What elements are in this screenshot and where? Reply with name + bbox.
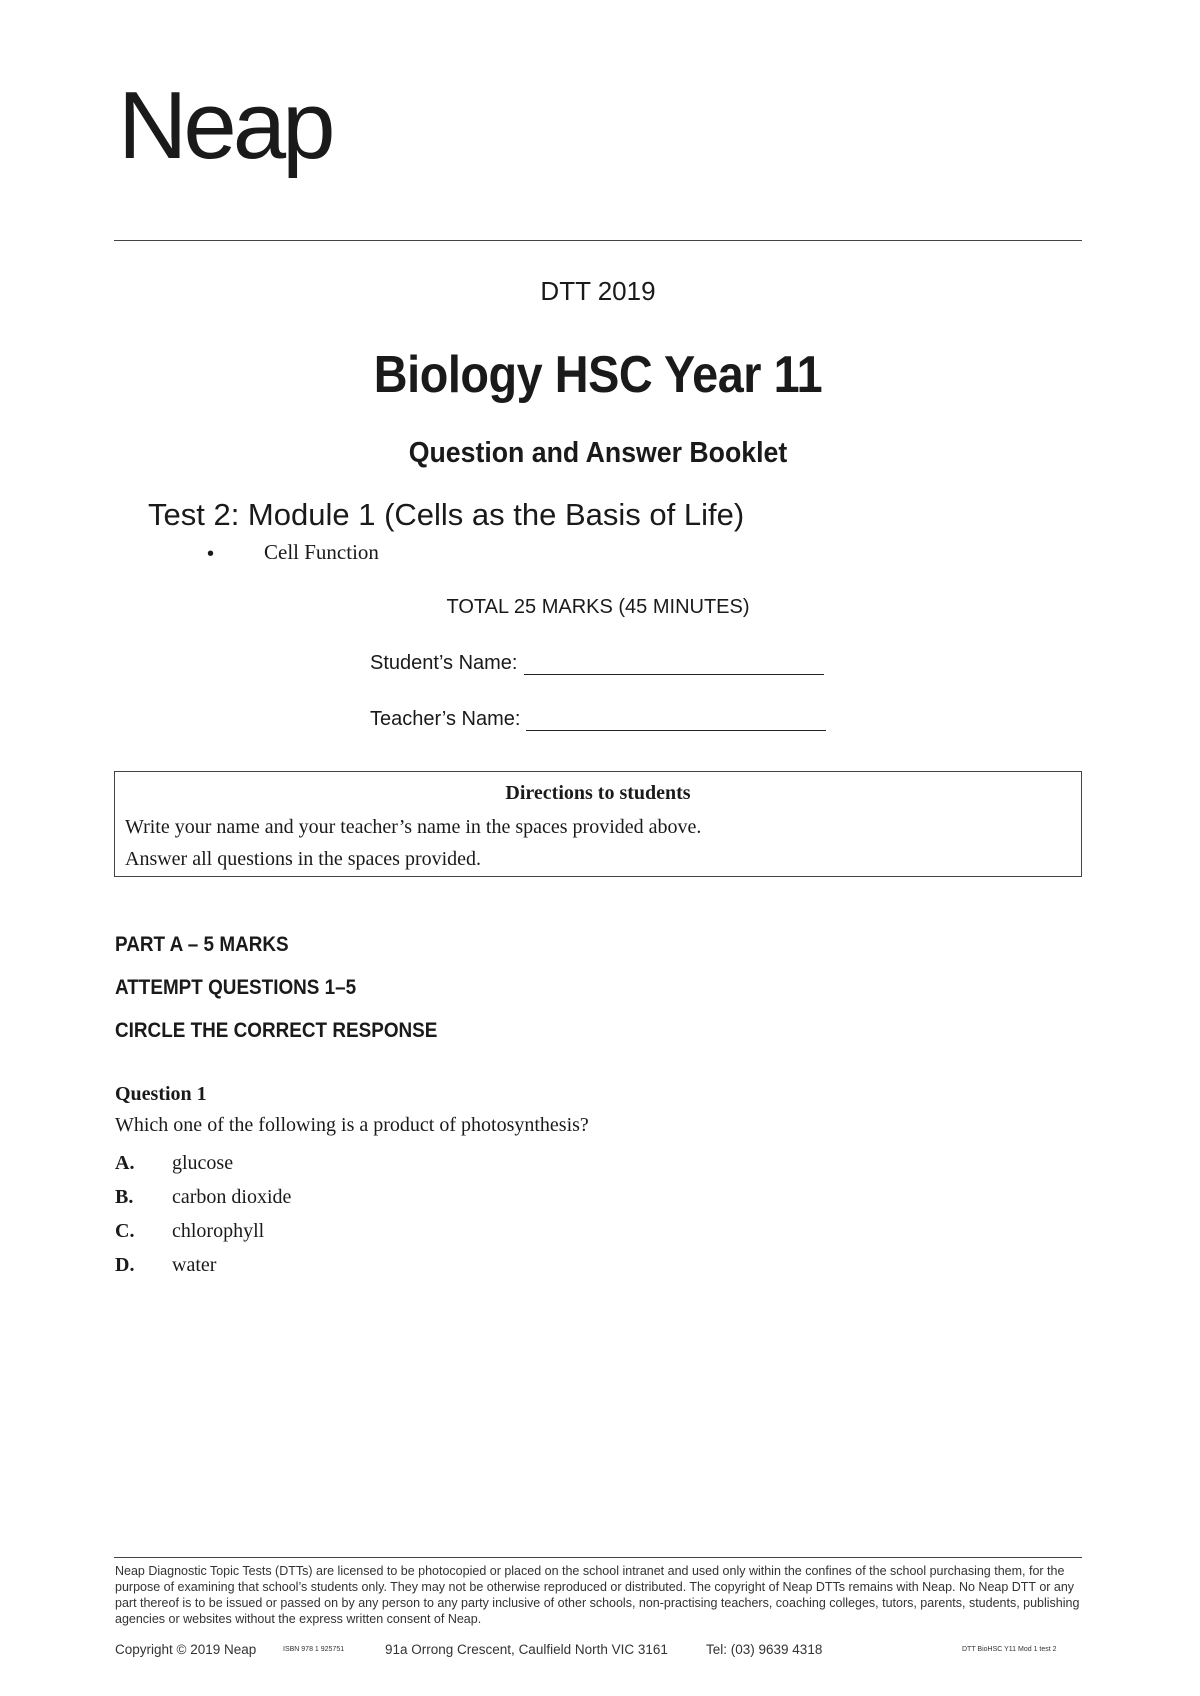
option-b[interactable]: carbon dioxide bbox=[172, 1186, 292, 1208]
attempt-instruction: ATTEMPT QUESTIONS 1–5 bbox=[115, 976, 357, 999]
isbn: ISBN 978 1 925751 bbox=[283, 1646, 345, 1653]
option-letter-c: C. bbox=[115, 1220, 135, 1242]
student-name-field[interactable] bbox=[524, 654, 824, 675]
option-letter-b: B. bbox=[115, 1186, 134, 1208]
address: 91a Orrong Crescent, Caulfield North VIC 3161 bbox=[385, 1642, 668, 1657]
phone: Tel: (03) 9639 4318 bbox=[706, 1642, 823, 1657]
directions-title: Directions to students bbox=[505, 782, 691, 804]
teacher-name-row bbox=[370, 708, 826, 731]
option-letter-a: A. bbox=[115, 1152, 135, 1174]
bullet-icon: • bbox=[207, 543, 215, 565]
page-title: Biology HSC Year 11 bbox=[373, 346, 823, 404]
total-marks: TOTAL 25 MARKS (45 MINUTES) bbox=[446, 596, 750, 618]
student-name-label: Student’s Name: bbox=[370, 652, 518, 674]
circle-instruction: CIRCLE THE CORRECT RESPONSE bbox=[115, 1019, 438, 1042]
directions-line: Write your name and your teacher’s name in the spaces provided above. bbox=[125, 816, 702, 838]
question-stem: Which one of the following is a product of photosynthesis? bbox=[115, 1114, 589, 1136]
directions-line: Answer all questions in the spaces provided. bbox=[125, 848, 482, 870]
footer-divider bbox=[114, 1557, 1082, 1558]
directions-box bbox=[114, 771, 1082, 877]
option-letter-d: D. bbox=[115, 1254, 135, 1276]
question-title: Question 1 bbox=[115, 1083, 207, 1105]
student-name-row bbox=[370, 652, 824, 675]
neap-logo: Neap bbox=[118, 72, 332, 179]
option-a[interactable]: glucose bbox=[172, 1152, 234, 1174]
teacher-name-field[interactable] bbox=[526, 710, 826, 731]
part-a-heading: PART A – 5 MARKS bbox=[115, 933, 289, 956]
teacher-name-label: Teacher’s Name: bbox=[370, 708, 521, 730]
header-divider bbox=[114, 240, 1082, 241]
series-label: DTT 2019 bbox=[540, 276, 656, 306]
copyright: Copyright © 2019 Neap bbox=[115, 1642, 257, 1657]
option-d[interactable]: water bbox=[172, 1254, 217, 1276]
test-module-line: Test 2: Module 1 (Cells as the Basis of Life) bbox=[148, 497, 745, 532]
document-code: DTT BioHSC Y11 Mod 1 test 2 bbox=[962, 1646, 1057, 1653]
option-c[interactable]: chlorophyll bbox=[172, 1220, 265, 1242]
booklet-subtitle: Question and Answer Booklet bbox=[408, 437, 788, 469]
topic-item: Cell Function bbox=[264, 540, 379, 564]
licence-notice: Neap Diagnostic Topic Tests (DTTs) are licensed to be photocopied or placed on the school intranet and used only within the confines of the school purchasing them, for the purpose of examining that school’s students only. They may not be otherwise reproduced or distributed. The copyright of Neap DTTs remains with Neap. No Neap DTT or any part thereof is to be issued or passed on by any person to any party inclusive of other schools, non-practising teachers, coaching colleges, tutors, parents, students, publishing agencies or websites without the express written consent of Neap. bbox=[115, 1564, 1080, 1626]
